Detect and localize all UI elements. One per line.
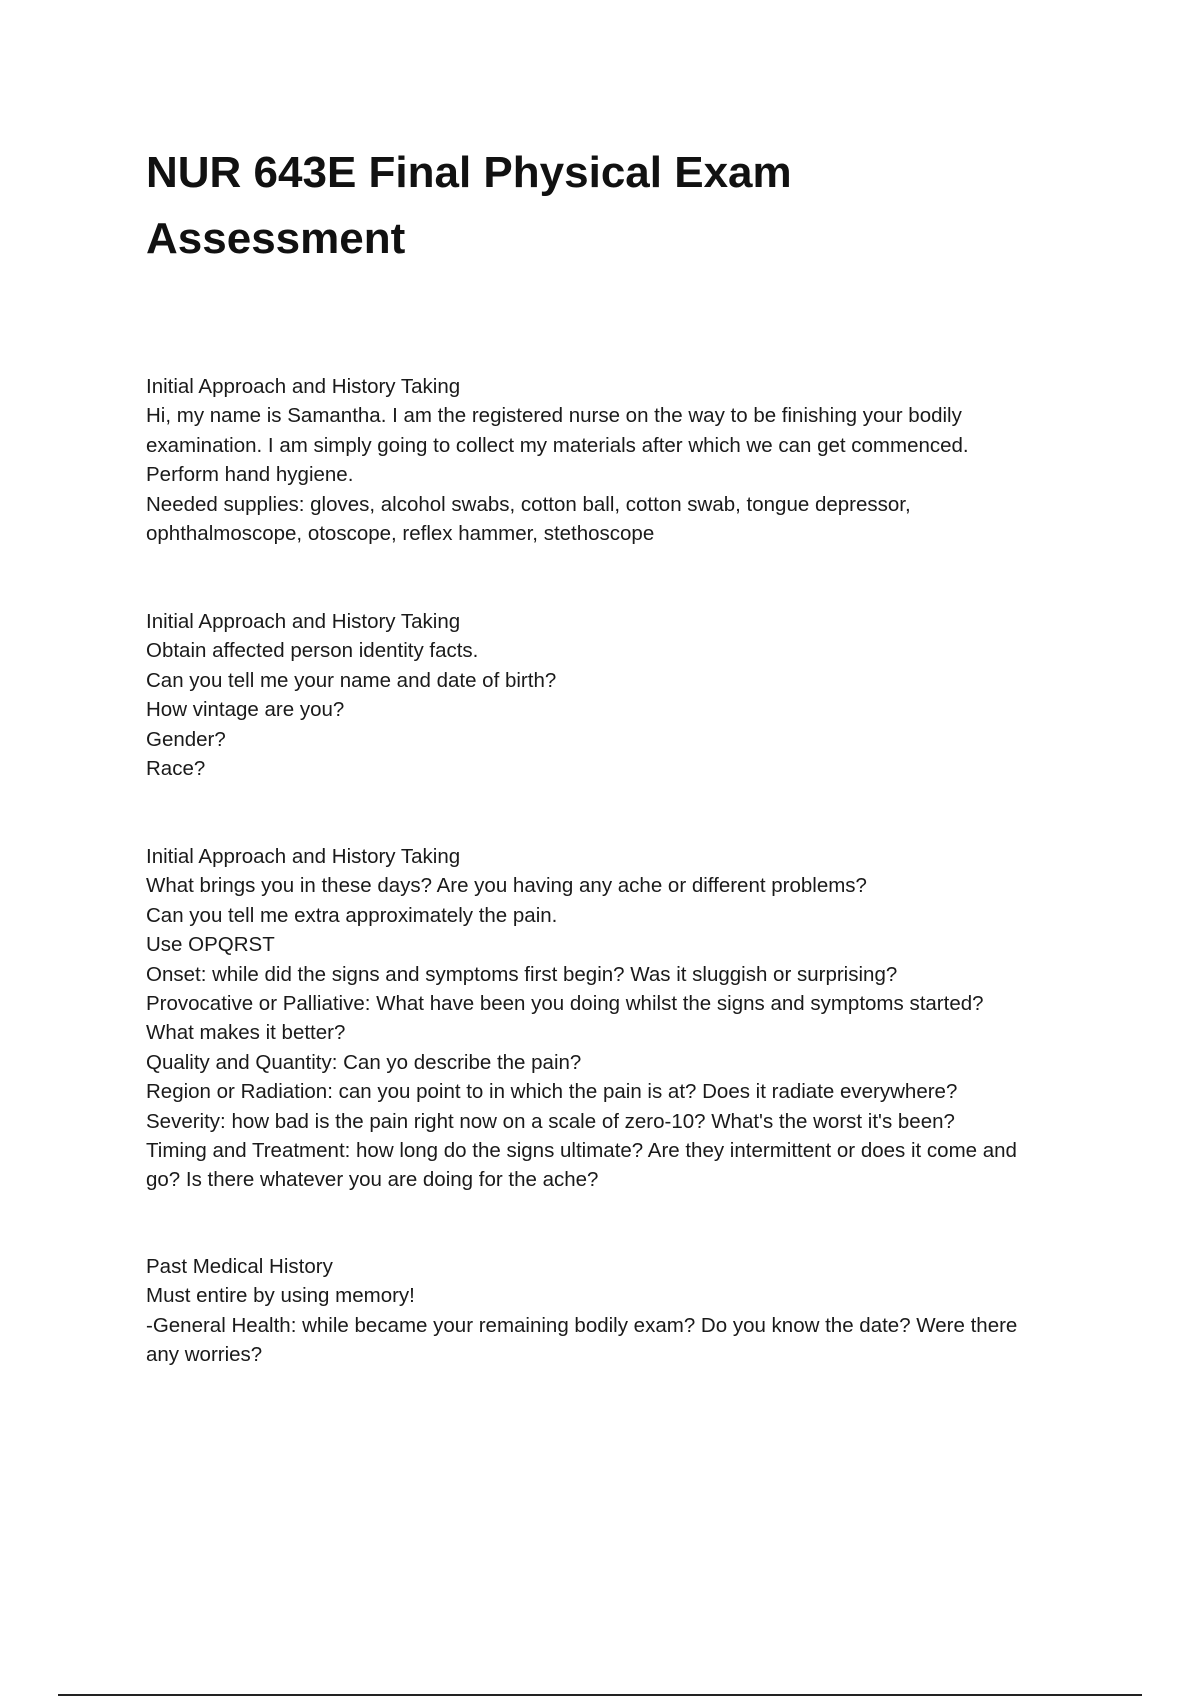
text-line: -General Health: while became your remaining bodily exam? Do you know the date? Were there — [146, 1313, 1018, 1337]
section-initial-approach-opqrst — [146, 842, 1106, 1195]
text-line: Severity: how bad is the pain right now on a scale of zero-10? What's the worst it's been? — [146, 1109, 955, 1133]
title-line: NUR 643E Final Physical Exam — [146, 148, 792, 197]
text-line: Provocative or Palliative: What have been you doing whilst the signs and symptoms started? — [146, 992, 984, 1016]
text-line: Quality and Quantity: Can yo describe the pain? — [146, 1050, 582, 1074]
text-line: go? Is there whatever you are doing for the ache? — [146, 1168, 599, 1192]
section-heading: Initial Approach and History Taking — [146, 375, 461, 398]
page-bottom-divider — [58, 1694, 1142, 1696]
section-heading: Past Medical History — [146, 1255, 333, 1278]
section-heading: Initial Approach and History Taking — [146, 610, 461, 633]
text-line: examination. I am simply going to collect my materials after which we can get commenced. — [146, 433, 969, 457]
text-line: What makes it better? — [146, 1021, 346, 1045]
text-line: ophthalmoscope, otoscope, reflex hammer, stethoscope — [146, 522, 655, 546]
title-line: Assessment — [146, 214, 406, 263]
section-initial-approach-identity — [146, 607, 1106, 783]
text-line: Race? — [146, 757, 206, 781]
text-line: Region or Radiation: can you point to in which the pain is at? Does it radiate everywhere? — [146, 1080, 958, 1104]
text-line: any worries? — [146, 1343, 263, 1367]
text-line: Onset: while did the signs and symptoms first begin? Was it sluggish or surprising? — [146, 962, 898, 986]
text-line: Needed supplies: gloves, alcohol swabs, cotton ball, cotton swab, tongue depressor, — [146, 492, 911, 516]
text-line: Perform hand hygiene. — [146, 463, 354, 487]
text-line: What brings you in these days? Are you having any ache or different problems? — [146, 874, 867, 898]
text-line: Must entire by using memory! — [146, 1284, 415, 1308]
text-line: Hi, my name is Samantha. I am the registered nurse on the way to be finishing your bodily — [146, 404, 962, 428]
page-title — [146, 140, 1046, 272]
text-line: Can you tell me your name and date of birth? — [146, 668, 557, 692]
text-line: Use OPQRST — [146, 933, 275, 957]
text-line: Obtain affected person identity facts. — [146, 639, 479, 663]
section-initial-approach-intro — [146, 372, 1106, 548]
section-past-medical-history — [146, 1252, 1106, 1370]
text-line: Gender? — [146, 727, 226, 751]
text-line: Can you tell me extra approximately the pain. — [146, 903, 558, 927]
text-line: Timing and Treatment: how long do the signs ultimate? Are they intermittent or does it come and — [146, 1139, 1017, 1163]
text-line: How vintage are you? — [146, 698, 345, 722]
section-heading: Initial Approach and History Taking — [146, 845, 461, 868]
